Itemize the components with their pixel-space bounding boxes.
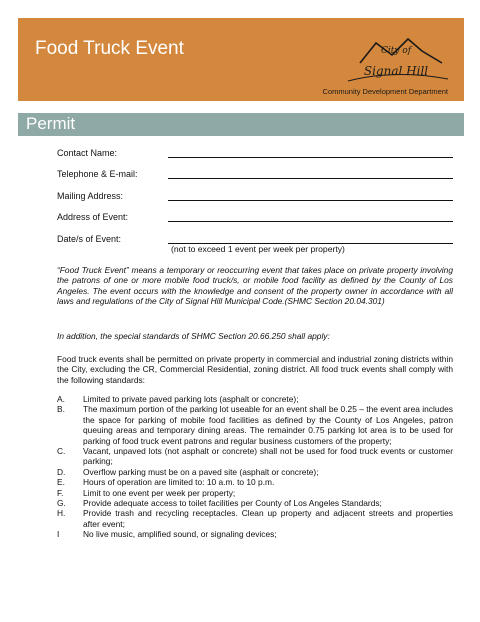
item-text: Overflow parking must be on a paved site (asphalt or concrete); <box>83 466 319 477</box>
contact-name-line[interactable] <box>168 157 453 158</box>
contact-form <box>57 147 453 254</box>
special-standards-text: In addition, the special standards of SHMC Section 20.66.250 shall apply: <box>57 331 330 341</box>
item-text: No live music, amplified sound, or signaling devices; <box>83 529 277 540</box>
list-item <box>57 394 453 404</box>
item-text: The maximum portion of the parking lot useable for an event shall be 0.25 – the event area includes the space for parking of mobile food facilities as defined by the County of Los Angeles, patron queuing areas and temporary dining areas. The remainder 0.75 parking lot area is to be used for parking of food truck event patrons and regular business customers of the property; <box>83 404 453 446</box>
standards-list <box>57 394 453 540</box>
field-label: Telephone & E-mail: <box>57 169 138 180</box>
field-label: Address of Event: <box>57 212 129 223</box>
item-letter: B. <box>57 404 65 415</box>
list-item <box>57 488 453 498</box>
item-text: Provide adequate access to toilet facilities per County of Los Angeles Standards; <box>83 498 382 509</box>
field-telephone-email <box>57 168 453 189</box>
date-note: (not to exceed 1 event per week per property) <box>171 243 345 254</box>
list-item <box>57 467 453 477</box>
definition-paragraph: “Food Truck Event” means a temporary or reoccurring event that takes place on private property involving the patrons of one or more mobile food truck/s, or mobile food facility as defined by the County of Los Angeles. The event occurs with the knowledge and consent of the property owner in accordance with all laws and regulations of the City of Signal Hill Municipal Code.(SHMC Section 20.04.301) <box>57 265 453 307</box>
department-name: Community Development Department <box>322 87 448 96</box>
item-letter: F. <box>57 487 64 498</box>
field-event-address <box>57 211 453 232</box>
mailing-address-line[interactable] <box>168 200 453 201</box>
section-bar <box>18 113 464 136</box>
item-letter: H. <box>57 508 66 519</box>
section-title: Permit <box>26 114 76 133</box>
field-contact-name <box>57 147 453 168</box>
item-letter: G. <box>57 498 66 509</box>
item-text: Limit to one event per week per property; <box>83 487 236 498</box>
field-label: Mailing Address: <box>57 190 124 201</box>
city-logo <box>338 25 454 91</box>
list-item <box>57 477 453 487</box>
header-banner <box>18 18 464 101</box>
logo-line2: Signal Hill <box>363 64 429 78</box>
field-label: Contact Name: <box>57 148 118 158</box>
event-address-line[interactable] <box>168 221 453 222</box>
logo-line1: City of <box>380 46 412 56</box>
list-item <box>57 446 453 467</box>
item-text: Provide trash and recycling receptacles. Clean up property and adjacent streets and properties after event; <box>83 508 453 529</box>
item-text: Vacant, unpaved lots (not asphalt or concrete) shall not be used for food truck events or customer parking; <box>83 446 453 467</box>
item-letter: C. <box>57 446 66 457</box>
field-event-dates <box>57 233 453 254</box>
telephone-email-line[interactable] <box>168 178 453 179</box>
item-letter: A. <box>57 394 65 404</box>
item-text: Hours of operation are limited to: 10 a.m. to 10 p.m. <box>83 477 275 488</box>
item-letter: I <box>57 529 60 540</box>
list-item <box>57 404 453 446</box>
field-label: Date/s of Event: <box>57 233 122 244</box>
list-item <box>57 529 453 539</box>
list-item <box>57 508 453 529</box>
intro-paragraph: Food truck events shall be permitted on private property in commercial and industrial zoning districts within the City, excluding the CR, Commercial Residential, zoning district. All food truck events shall comply with the following standards: <box>57 354 453 385</box>
item-text: Limited to private paved parking lots (asphalt or concrete); <box>83 394 299 404</box>
item-letter: D. <box>57 466 66 477</box>
field-mailing-address <box>57 190 453 211</box>
list-item <box>57 498 453 508</box>
page-title: Food Truck Event <box>35 38 184 59</box>
item-letter: E. <box>57 477 65 488</box>
